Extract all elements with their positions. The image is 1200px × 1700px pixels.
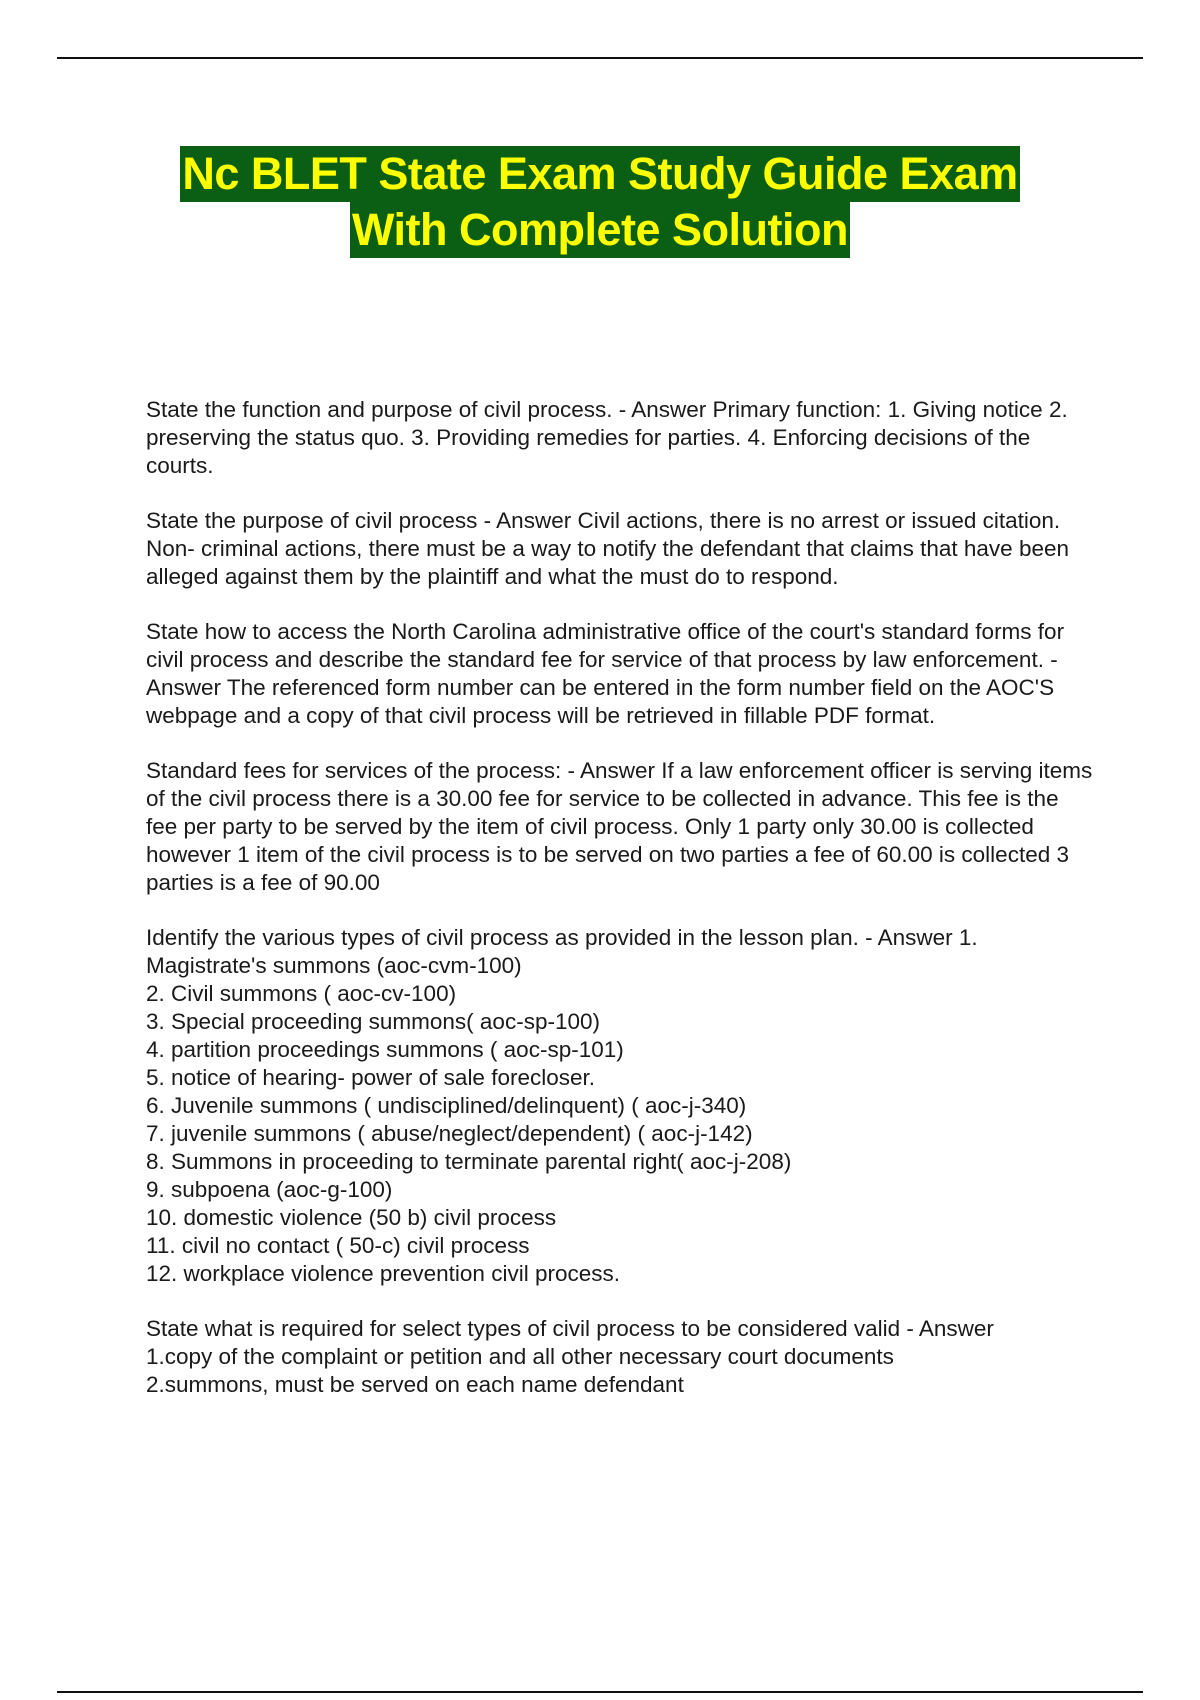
bottom-divider [57,1691,1143,1693]
document-title [0,146,1200,258]
qa-text: State how to access the North Carolina administrative office of the court's standard forms for civil process and describe the standard fee for service of that process by law enforcement. - Answer The referenced form number can be entered in the form number field on the AOC'S webpage and a copy of that civil process will be retrieved in fillable PDF format. [146,619,1065,728]
list-item: 9. subpoena (aoc-g-100) [146,1177,393,1202]
list-item: 6. Juvenile summons ( undisciplined/delinquent) ( aoc-j-340) [146,1093,747,1118]
list-item: 2.summons, must be served on each name defendant [146,1372,684,1397]
list-item: 2. Civil summons ( aoc-cv-100) [146,981,457,1006]
top-divider [57,57,1143,59]
list-item: 10. domestic violence (50 b) civil process [146,1205,557,1230]
qa-text: Standard fees for services of the process: - Answer If a law enforcement officer is serving items of the civil process there is a 30.00 fee for service to be collected in advance. This fee is the fee per party to be served by the item of civil process. Only 1 party only 30.00 is collected however 1 item of the civil process is to be served on two parties a fee of 60.00 is collected 3 parties is a fee of 90.00 [146,758,1093,895]
qa-block-4 [146,757,1096,897]
document-body [146,396,1096,1426]
list-item: 11. civil no contact ( 50-c) civil process [146,1233,530,1258]
qa-text: State the purpose of civil process - Answer Civil actions, there is no arrest or issued citation. Non- criminal actions, there must be a way to notify the defendant that claims that have been alleged against them by the plaintiff and what the must do to respond. [146,508,1070,589]
qa-block-2 [146,507,1096,591]
list-item: 7. juvenile summons ( abuse/neglect/dependent) ( aoc-j-142) [146,1121,753,1146]
qa-block-3 [146,618,1096,730]
list-item: 3. Special proceeding summons( aoc-sp-100) [146,1009,600,1034]
list-item: 8. Summons in proceeding to terminate parental right( aoc-j-208) [146,1149,792,1174]
qa-text: State what is required for select types of civil process to be considered valid - Answer [146,1316,994,1341]
list-item: 4. partition proceedings summons ( aoc-sp-101) [146,1037,624,1062]
title-line-1: Nc BLET State Exam Study Guide Exam [180,146,1019,202]
list-item: 12. workplace violence prevention civil process. [146,1261,620,1286]
list-item: 5. notice of hearing- power of sale forecloser. [146,1065,596,1090]
qa-text: State the function and purpose of civil process. - Answer Primary function: 1. Giving notice 2. preserving the status quo. 3. Providing remedies for parties. 4. Enforcing decisions of the courts. [146,397,1068,478]
list-item: 1.copy of the complaint or petition and all other necessary court documents [146,1344,894,1369]
title-line-2: With Complete Solution [350,202,850,258]
qa-block-validity [146,1315,1096,1399]
qa-text: Identify the various types of civil process as provided in the lesson plan. - Answer 1. Magistrate's summons (aoc-cvm-100) [146,925,978,978]
qa-block-1 [146,396,1096,480]
qa-block-civil-process-types [146,924,1096,1288]
